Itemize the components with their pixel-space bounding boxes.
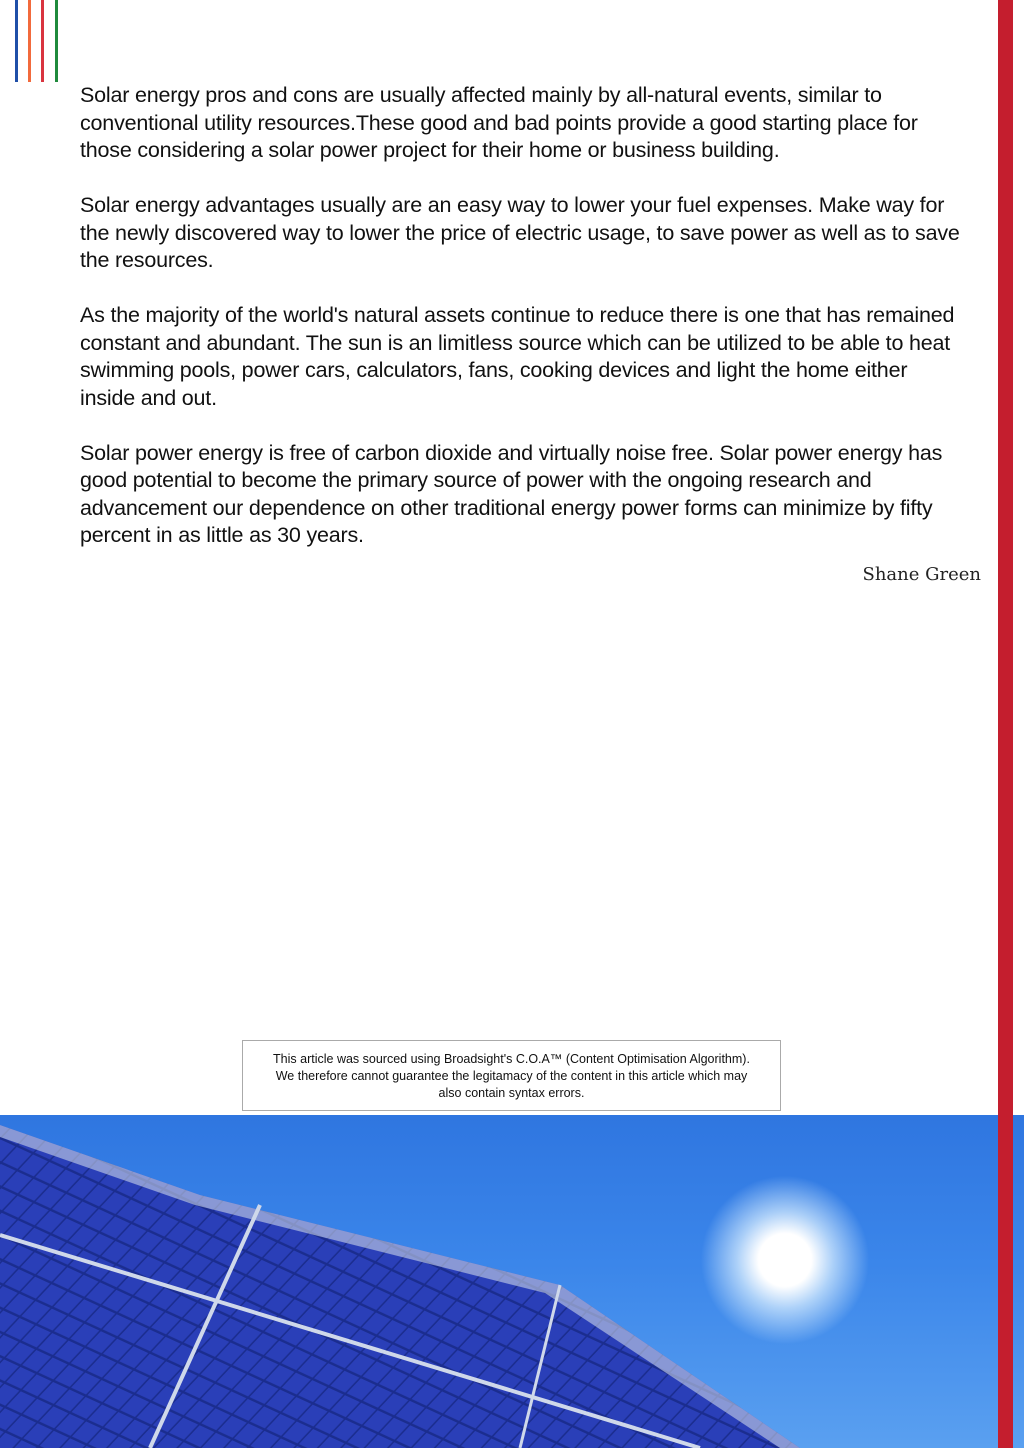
author-name: Shane Green <box>862 564 981 585</box>
side-bar <box>998 0 1013 1448</box>
article-body <box>80 82 960 577</box>
solar-panels-image <box>0 1115 1024 1448</box>
disclaimer-line: We therefore cannot guarantee the legitamacy of the content in this article which may <box>275 1069 748 1083</box>
disclaimer-line: also contain syntax errors. <box>438 1086 585 1100</box>
paragraph: Solar power energy is free of carbon dioxide and virtually noise free. Solar power energy has good potential to become the primary source of power with the ongoing research and advancement our dependence on other traditional energy power forms can minimize by fifty percent in as little as 30 years. <box>80 440 943 547</box>
accent-line-blue <box>15 0 18 82</box>
disclaimer-line: This article was sourced using Broadsight's C.O.A™ (Content Optimisation Algorithm). <box>273 1052 750 1066</box>
paragraph: Solar energy pros and cons are usually affected mainly by all-natural events, similar to conventional utility resources.These good and bad points provide a good starting place for those considering a solar power project for their home or business building. <box>80 83 918 162</box>
accent-line-orange <box>28 0 31 82</box>
paragraph: As the majority of the world's natural assets continue to reduce there is one that has remained constant and abundant. The sun is an limitless source which can be utilized to be able to heat swimming pools, power cars, calculators, fans, cooking devices and light the home either inside and out. <box>80 303 955 410</box>
disclaimer-box <box>242 1040 781 1111</box>
solar-panel-photo <box>0 1115 1024 1448</box>
paragraph: Solar energy advantages usually are an easy way to lower your fuel expenses. Make way for the newly discovered way to lower the price of electric usage, to save power as well as to save the resources. <box>80 193 960 272</box>
accent-line-green <box>55 0 58 82</box>
accent-line-red <box>41 0 44 82</box>
